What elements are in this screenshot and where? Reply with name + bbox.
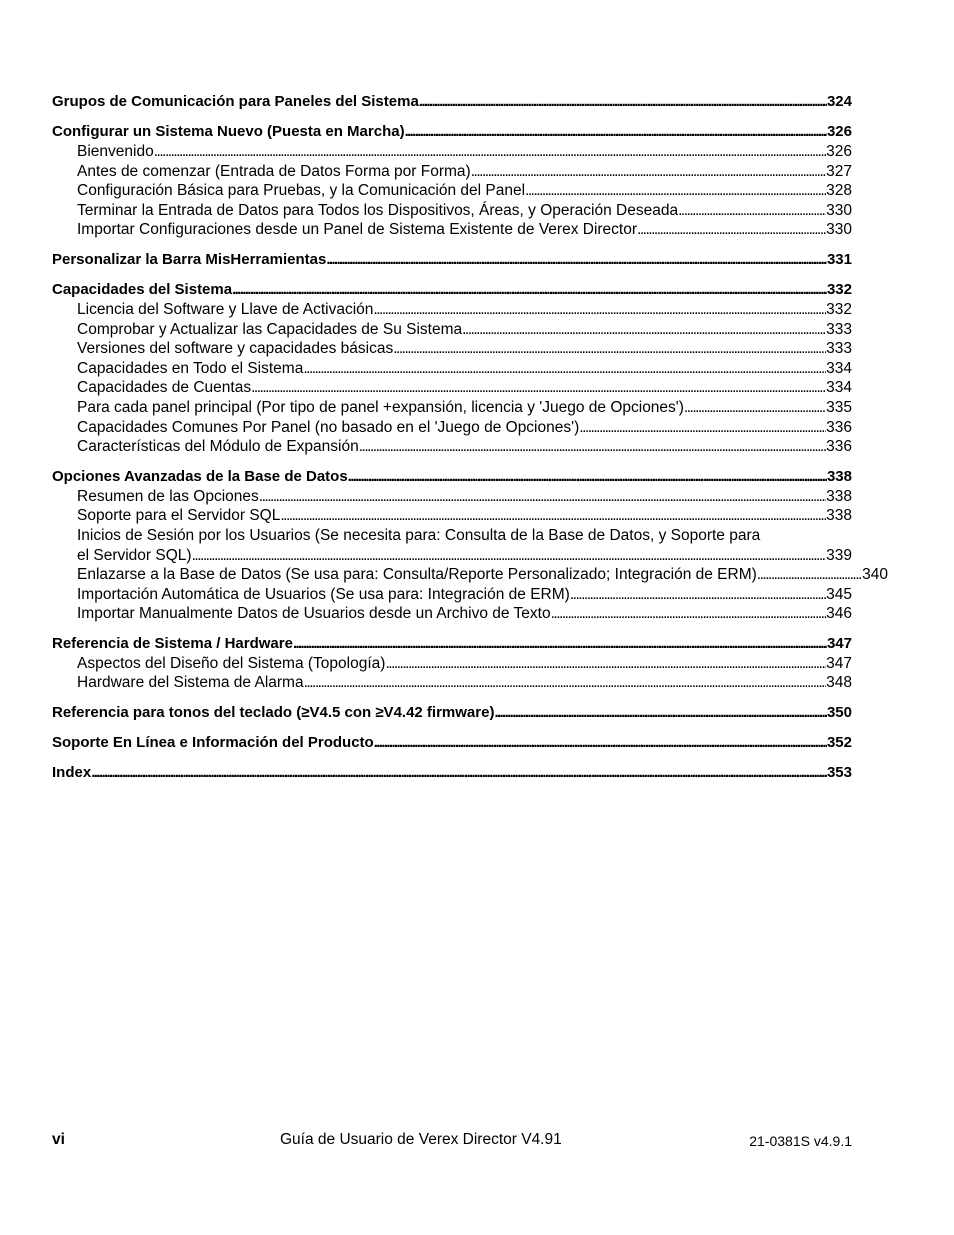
toc-chapter-entry[interactable] (52, 703, 852, 723)
toc-dot-leader (471, 162, 826, 182)
toc-page-number: 324 (826, 93, 852, 110)
toc-page-number: 338 (826, 507, 852, 525)
toc-entry-title: el Servidor SQL) (77, 546, 192, 564)
toc-chapter-entry[interactable] (52, 250, 852, 270)
toc-page-number: 330 (826, 201, 852, 219)
toc-entry-title: Importar Configuraciones desde un Panel de Sistema Existente de Verex Director (77, 221, 638, 239)
toc-chapter-entry[interactable] (52, 92, 852, 112)
toc-section-entry[interactable] (52, 437, 852, 457)
toc-section-entry[interactable] (52, 418, 852, 438)
toc-entry-title: Capacidades de Cuentas (77, 379, 252, 397)
toc-section-entry[interactable] (52, 339, 852, 359)
toc-dot-leader (91, 763, 827, 783)
toc-page-number: 348 (826, 674, 852, 692)
toc-page-number: 333 (826, 320, 852, 338)
toc-entry-title: Opciones Avanzadas de la Base de Datos (52, 467, 348, 485)
toc-page-number: 346 (826, 605, 852, 623)
page-footer (52, 1131, 852, 1153)
toc-entry-title: Configurar un Sistema Nuevo (Puesta en Marcha) (52, 123, 405, 140)
toc-chapter-entry[interactable] (52, 733, 852, 753)
toc-entry-line (52, 526, 852, 546)
toc-chapter-entry[interactable] (52, 634, 852, 654)
toc-entry-title: Antes de comenzar (Entrada de Datos Forma por Forma) (77, 162, 471, 180)
toc-section-entry[interactable] (52, 378, 852, 398)
toc-page-number: 328 (826, 182, 852, 200)
toc-dot-leader (359, 437, 826, 457)
toc-page-number: 334 (826, 359, 852, 377)
toc-entry-title: Soporte para el Servidor SQL (77, 507, 281, 525)
toc-page-number: 331 (826, 250, 852, 268)
toc-dot-leader (280, 506, 826, 526)
toc-dot-leader (570, 585, 826, 605)
toc-dot-leader (405, 122, 827, 142)
toc-section-entry[interactable] (52, 654, 852, 674)
toc-page-number: 350 (826, 704, 852, 722)
toc-entry-title: Configuración Básica para Pruebas, y la Comunicación del Panel (77, 182, 526, 200)
toc-section-entry[interactable] (52, 142, 852, 162)
toc-dot-leader (678, 201, 826, 221)
toc-dot-leader (293, 634, 827, 654)
toc-dot-leader (494, 703, 827, 723)
toc-page-number: 339 (826, 546, 852, 564)
toc-page-number: 332 (826, 300, 852, 318)
toc-page-number: 345 (826, 585, 852, 603)
toc-entry-title: Inicios de Sesión por los Usuarios (Se necesita para: Consulta de la Base de Datos, y Soporte para (77, 526, 761, 544)
toc-page-number: 330 (826, 221, 852, 239)
toc-page-number: 338 (826, 487, 852, 505)
toc-entry-title: Licencia del Software y Llave de Activación (77, 300, 374, 318)
toc-page-number: 327 (826, 162, 852, 180)
toc-dot-leader (462, 320, 826, 340)
toc-dot-leader (374, 733, 827, 753)
toc-page-number: 332 (826, 280, 852, 298)
toc-entry-title: Hardware del Sistema de Alarma (77, 674, 304, 692)
toc-entry-title: Soporte En Línea e Información del Producto (52, 734, 374, 752)
toc-dot-leader (154, 142, 826, 162)
toc-entry-title: Personalizar la Barra MisHerramientas (52, 250, 327, 268)
toc-page-number: 338 (826, 467, 852, 485)
footer-title: Guía de Usuario de Verex Director V4.91 (280, 1131, 562, 1148)
toc-dot-leader (419, 92, 827, 112)
toc-dot-leader (393, 339, 826, 359)
toc-dot-leader (637, 220, 826, 240)
toc-page-number: 335 (826, 398, 852, 416)
toc-entry-title: Terminar la Entrada de Datos para Todos los Dispositivos, Áreas, y Operación Deseada (77, 201, 679, 219)
toc-chapter-entry[interactable] (52, 467, 852, 487)
toc-section-entry[interactable] (52, 162, 852, 182)
toc-entry-title: Importar Manualmente Datos de Usuarios desde un Archivo de Texto (77, 605, 551, 623)
toc-page-number: 347 (826, 654, 852, 672)
toc-section-entry[interactable] (52, 181, 852, 201)
table-of-contents (52, 92, 888, 783)
toc-dot-leader (757, 565, 862, 585)
footer-page-number: vi (52, 1131, 65, 1148)
toc-section-entry[interactable] (52, 201, 852, 221)
toc-entry-title: Comprobar y Actualizar las Capacidades de Su Sistema (77, 320, 463, 338)
toc-entry-title: Características del Módulo de Expansión (77, 438, 359, 456)
toc-dot-leader (303, 359, 826, 379)
toc-entry-title: Referencia para tonos del teclado (≥V4.5 con ≥V4.42 firmware) (52, 704, 495, 722)
toc-entry-title: Capacidades en Todo el Sistema (77, 359, 304, 377)
toc-entry-title: Enlazarse a la Base de Datos (Se usa para: Consulta/Reporte Personalizado; Integración de ERM) (77, 566, 757, 584)
toc-dot-leader (326, 250, 827, 270)
toc-page-number: 352 (826, 734, 852, 752)
toc-entry-title: Resumen de las Opciones (77, 487, 259, 505)
toc-entry-title: Para cada panel principal (Por tipo de panel +expansión, licencia y 'Juego de Opciones') (77, 398, 684, 416)
toc-dot-leader (348, 467, 827, 487)
toc-dot-leader (684, 398, 826, 418)
toc-dot-leader (304, 673, 827, 693)
toc-dot-leader (373, 300, 826, 320)
toc-dot-leader (579, 418, 826, 438)
toc-chapter-entry[interactable] (52, 122, 852, 142)
toc-dot-leader (251, 378, 826, 398)
toc-page-number: 326 (826, 123, 852, 140)
toc-section-entry[interactable] (52, 673, 852, 693)
toc-page-number: 336 (826, 438, 852, 456)
toc-dot-leader (525, 181, 826, 201)
toc-section-entry[interactable] (52, 506, 852, 526)
toc-dot-leader (232, 280, 827, 300)
toc-entry-title: Referencia de Sistema / Hardware (52, 634, 293, 652)
toc-page-number: 336 (826, 418, 852, 436)
toc-dot-leader (551, 604, 827, 624)
toc-dot-leader (385, 654, 826, 674)
toc-page-number: 326 (826, 143, 852, 160)
toc-page-number: 333 (826, 340, 852, 358)
toc-page-number: 340 (862, 566, 888, 584)
toc-entry-title: Versiones del software y capacidades básicas (77, 340, 394, 358)
toc-section-entry[interactable] (52, 565, 888, 585)
toc-chapter-entry[interactable] (52, 763, 852, 783)
toc-section-entry[interactable] (52, 398, 852, 418)
toc-section-entry[interactable] (52, 300, 852, 320)
toc-entry-title: Index (52, 764, 92, 782)
toc-page-number: 347 (826, 634, 852, 652)
toc-section-entry[interactable] (52, 220, 852, 240)
toc-page-number: 334 (826, 379, 852, 397)
toc-section-entry[interactable] (52, 604, 852, 624)
toc-page-number: 353 (826, 764, 852, 782)
toc-entry-title: Capacidades Comunes Por Panel (no basado en el 'Juego de Opciones') (77, 418, 580, 436)
toc-entry-title: Grupos de Comunicación para Paneles del Sistema (52, 93, 419, 110)
toc-chapter-entry[interactable] (52, 280, 852, 300)
toc-dot-leader (192, 546, 827, 566)
toc-section-entry[interactable] (52, 546, 852, 566)
toc-section-entry[interactable] (52, 487, 852, 507)
toc-section-entry[interactable] (52, 320, 852, 340)
toc-entry-title: Importación Automática de Usuarios (Se usa para: Integración de ERM) (77, 585, 570, 603)
footer-doc-id: 21-0381S v4.9.1 (749, 1133, 852, 1149)
toc-entry-title: Capacidades del Sistema (52, 280, 233, 298)
toc-entry-title: Aspectos del Diseño del Sistema (Topología) (77, 654, 386, 672)
toc-entry-title: Bienvenido (77, 143, 154, 160)
toc-section-entry[interactable] (52, 585, 852, 605)
toc-section-entry[interactable] (52, 359, 852, 379)
toc-dot-leader (259, 487, 826, 507)
